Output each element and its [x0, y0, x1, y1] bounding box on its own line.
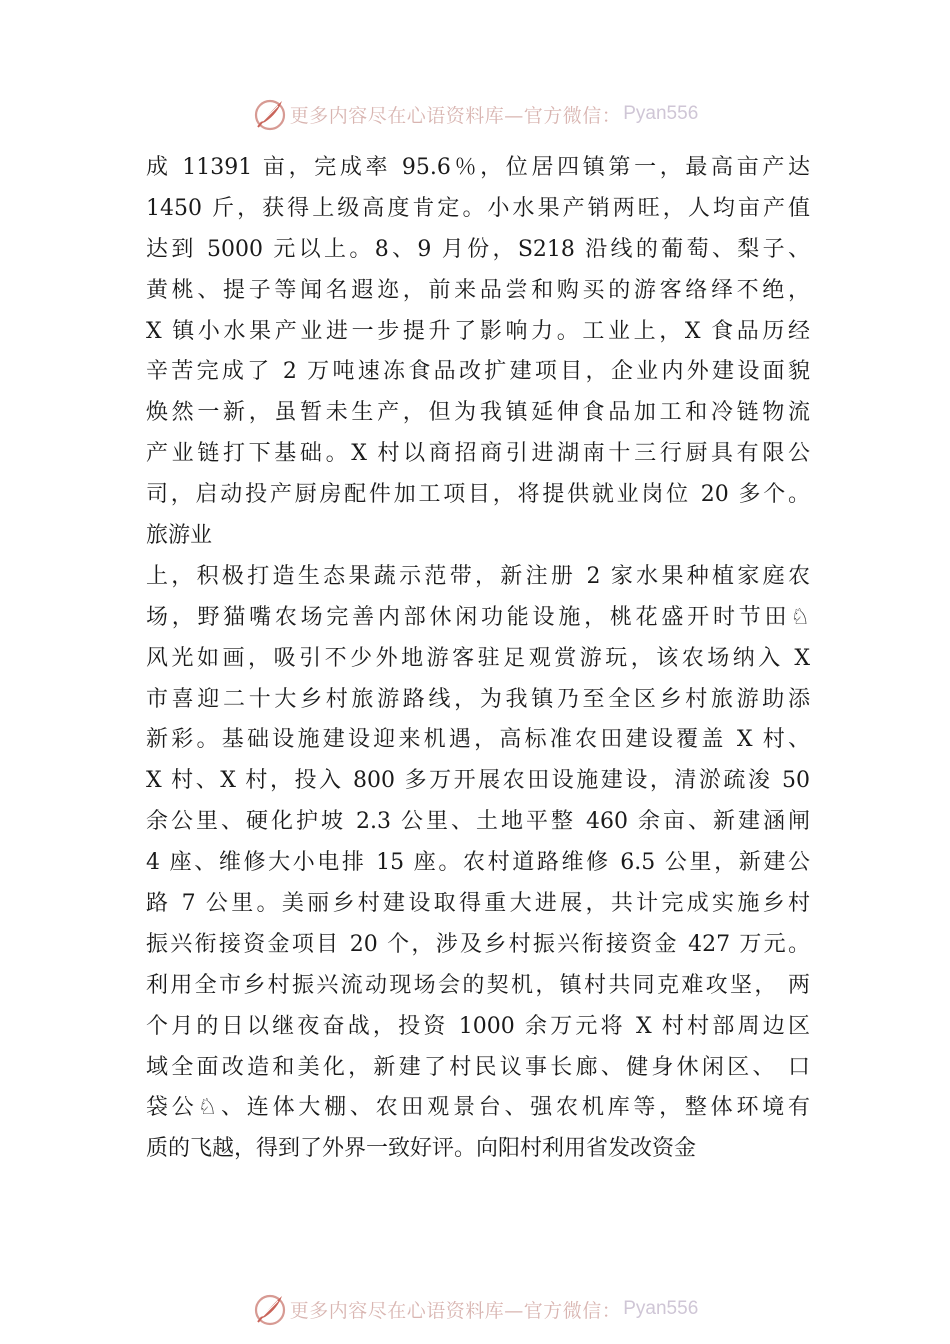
text-line: 新彩。基础设施建设迎来机遇，高标准农田建设覆盖 X 村、 [146, 727, 810, 753]
footer-wechat-id: Pyan556 [623, 1298, 699, 1319]
text-line: 利用全市乡村振兴流动现场会的契机，镇村共同克难攻坚， 两 [146, 972, 810, 998]
text-line: 质的飞越，得到了外界一致好评。向阳村利用省发改资金 [146, 1136, 697, 1162]
text-line: 1450 斤，获得上级高度肯定。小水果产销两旺，人均亩产值 [146, 195, 810, 221]
text-line: 市喜迎二十大乡村旅游路线，为我镇乃至全区乡村旅游助添 [146, 686, 810, 712]
text-line: 焕然一新，虽暂未生产，但为我镇延伸食品加工和冷链物流 [146, 400, 810, 426]
header-text: 更多内容尽在心语资料库—官方微信： [289, 104, 622, 127]
text-line: 黄桃、提子等闻名遐迩，前来品尝和购买的游客络绎不绝， [146, 277, 810, 303]
quill-pen-logo-icon [252, 1291, 288, 1327]
text-line: 司，启动投产厨房配件加工项目，将提供就业岗位 20 多个。 [146, 482, 810, 508]
text-line: 产业链打下基础。X 村以商招商引进湖南十三行厨具有限公 [146, 441, 810, 467]
text-line: 袋公♘、连体大棚、农田观景台、强农机库等，整体环境有 [146, 1095, 810, 1121]
header-wechat-id: Pyan556 [623, 103, 699, 124]
text-line: 振兴衔接资金项目 20 个，涉及乡村振兴衔接资金 427 万元。 [146, 931, 810, 957]
text-line: 风光如画，吸引不少外地游客驻足观赏游玩，该农场纳入 X [146, 645, 810, 671]
text-line: 个月的日以继夜奋战，投资 1000 余万元将 X 村村部周边区 [146, 1013, 810, 1039]
text-line: 路 7 公里。美丽乡村建设取得重大进展，共计完成实施乡村 [146, 891, 810, 917]
text-line: 达到 5000 元以上。8、9 月份，S218 沿线的葡萄、梨子、 [146, 236, 810, 262]
footer-watermark [0, 1289, 950, 1329]
footer-text: 更多内容尽在心语资料库—官方微信： [289, 1299, 622, 1322]
text-line: 域全面改造和美化，新建了村民议事长廊、健身休闲区、 口 [146, 1054, 810, 1080]
text-line: 旅游业 [146, 523, 213, 549]
text-line: X 村、X 村，投入 800 多万开展农田设施建设，清淤疏浚 50 [146, 768, 810, 794]
text-line: 辛苦完成了 2 万吨速冻食品改扩建项目，企业内外建设面貌 [146, 359, 810, 385]
text-line: 成 11391 亩，完成率 95.6％，位居四镇第一，最高亩产达 [146, 155, 810, 180]
text-line: 余公里、硬化护坡 2.3 公里、土地平整 460 余亩、新建涵闸 [146, 809, 810, 835]
document-body [146, 148, 810, 1170]
text-line: 场，野猫嘴农场完善内部休闲功能设施，桃花盛开时节田♘ [146, 604, 810, 630]
text-line: 上，积极打造生态果蔬示范带，新注册 2 家水果种植家庭农 [146, 563, 810, 589]
text-line: 4 座、维修大小电排 15 座。农村道路维修 6.5 公里，新建公 [146, 850, 810, 876]
header-watermark [0, 94, 950, 134]
text-line: X 镇小水果产业进一步提升了影响力。工业上，X 食品历经 [146, 318, 810, 344]
quill-pen-logo-icon [252, 96, 288, 132]
